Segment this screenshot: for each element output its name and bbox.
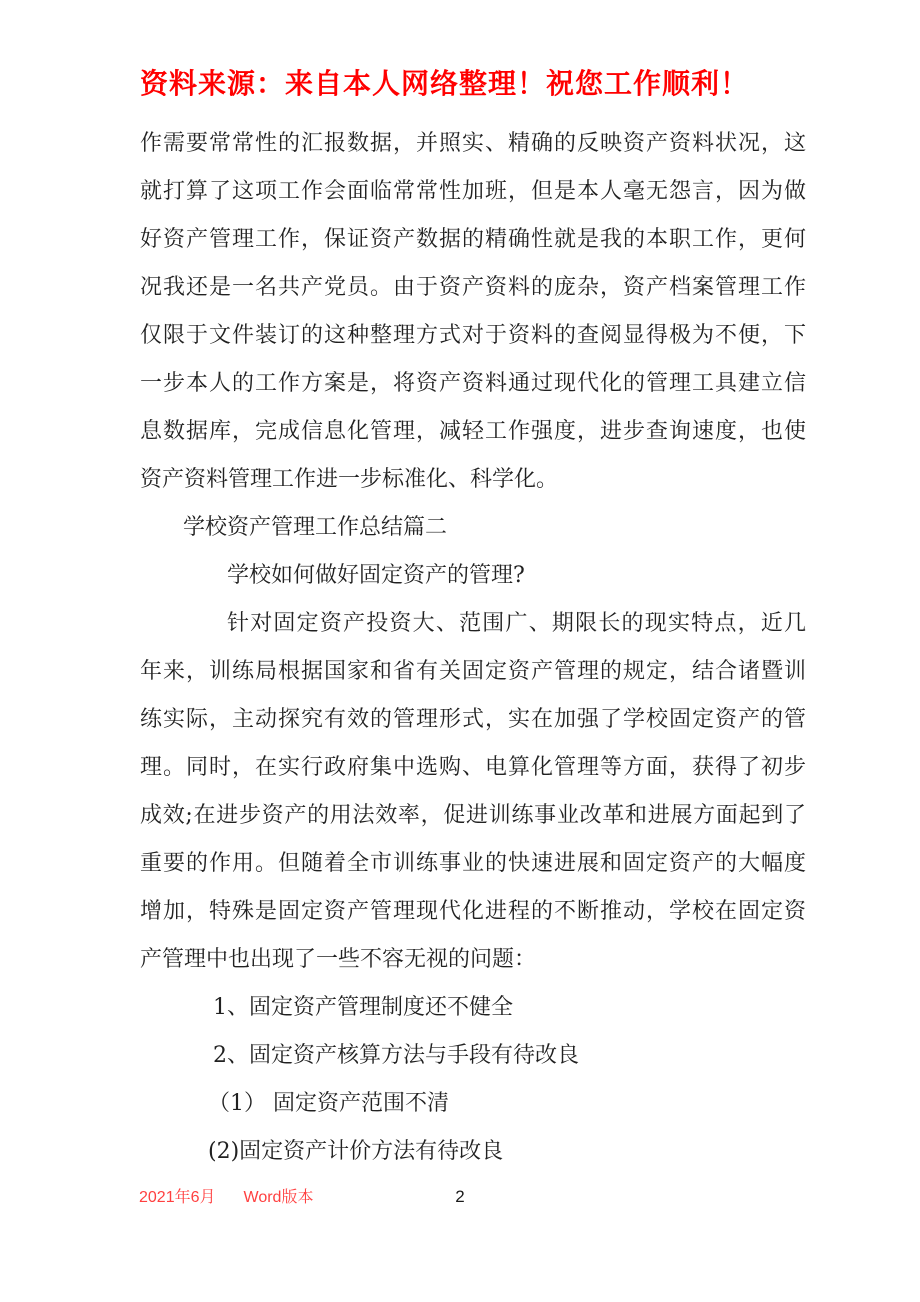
- body-line: 年来，训练局根据国家和省有关固定资产管理的规定，结合诸暨训: [140, 659, 806, 684]
- document-body: [140, 120, 806, 1176]
- body-line: 息数据库，完成信息化管理，减轻工作强度，进步查询速度，也使: [140, 419, 806, 444]
- body-line: 针对固定资产投资大、范围广、期限长的现实特点，近几: [227, 611, 806, 636]
- page-number: 2: [455, 1187, 465, 1206]
- section-subtitle: 学校如何做好固定资产的管理?: [227, 563, 525, 588]
- body-line: 产管理中也出现了一些不容无视的问题：: [140, 947, 537, 972]
- list-item: (2)固定资产计价方法有待改良: [208, 1139, 504, 1164]
- list-item: （1） 固定资产范围不清: [208, 1091, 449, 1116]
- body-line: 况我还是一名共产党员。由于资产资料的庞杂，资产档案管理工作: [140, 275, 806, 300]
- section-title: 学校资产管理工作总结篇二: [183, 515, 448, 540]
- list-item: 2、固定资产核算方法与手段有待改良: [213, 1043, 579, 1068]
- body-line: 作需要常常性的汇报数据，并照实、精确的反映资产资料状况，这: [140, 131, 806, 156]
- footer-version-label: Word版本: [243, 1189, 314, 1206]
- body-line: 资产资料管理工作进一步标准化、科学化。: [140, 467, 559, 492]
- footer-date: 2021年6月: [139, 1189, 216, 1206]
- list-item: 1、固定资产管理制度还不健全: [213, 995, 513, 1020]
- body-line: 一步本人的工作方案是，将资产资料通过现代化的管理工具建立信: [140, 371, 806, 396]
- body-line: 仅限于文件装订的这种整理方式对于资料的查阅显得极为不便，下: [140, 323, 806, 348]
- body-line: 好资产管理工作，保证资产数据的精确性就是我的本职工作，更何: [140, 227, 806, 252]
- header-notice: 资料来源：来自本人网络整理！祝您工作顺利！: [140, 67, 750, 100]
- body-line: 就打算了这项工作会面临常常性加班，但是本人毫无怨言，因为做: [140, 179, 806, 204]
- body-line: 增加，特殊是固定资产管理现代化进程的不断推动，学校在固定资: [140, 899, 806, 924]
- body-line: 重要的作用。但随着全市训练事业的快速进展和固定资产的大幅度: [140, 851, 806, 876]
- body-line: 成效;在进步资产的用法效率，促进训练事业改革和进展方面起到了: [140, 803, 806, 828]
- body-line: 理。同时，在实行政府集中选购、电算化管理等方面，获得了初步: [140, 755, 806, 780]
- body-line: 练实际，主动探究有效的管理形式，实在加强了学校固定资产的管: [140, 707, 806, 732]
- footer: [139, 1188, 313, 1208]
